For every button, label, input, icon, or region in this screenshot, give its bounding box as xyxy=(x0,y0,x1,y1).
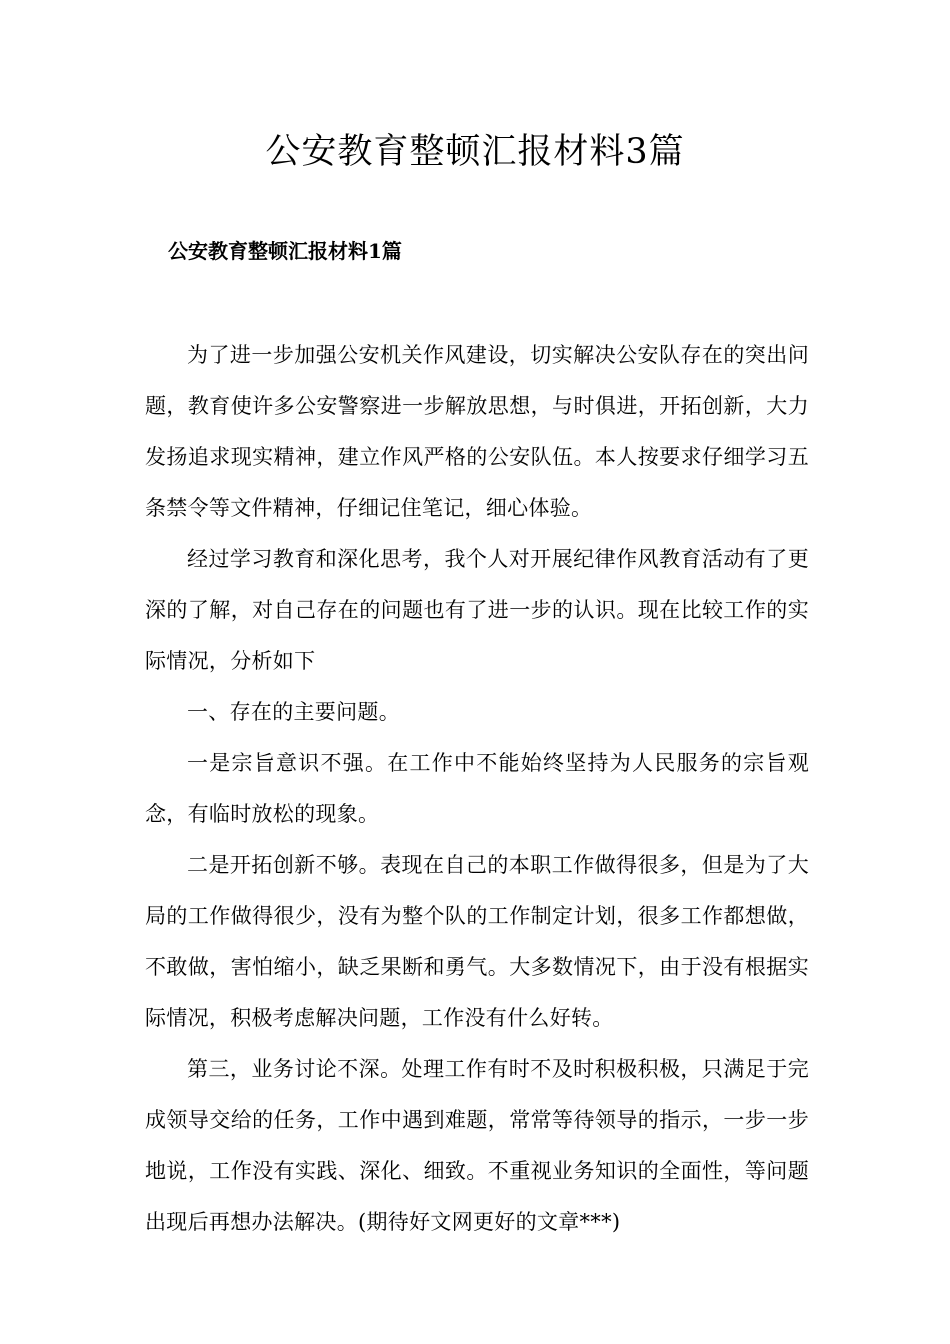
paragraph-problem-three: 第三，业务讨论不深。处理工作有时不及时积极积极，只满足于完成领导交给的任务，工作中遇到难题，常常等待领导的指示，一步一步地说，工作没有实践、深化、细致。不重视业务知识的全面性，等问题出现后再想办法解决。(期待好文网更好的文章***) xyxy=(145,1057,809,1234)
paragraph-problem-two: 二是开拓创新不够。表现在自己的本职工作做得很多，但是为了大局的工作做得很少，没有为整个队的工作制定计划，很多工作都想做，不敢做，害怕缩小，缺乏果断和勇气。大多数情况下，由于没有根据实际情况，积极考虑解决问题，工作没有什么好转。 xyxy=(145,853,809,1030)
paragraph-intro: 为了进一步加强公安机关作风建设，切实解决公安队存在的突出问题，教育使许多公安警察进一步解放思想，与时俱进，开拓创新，大力发扬追求现实精神，建立作风严格的公安队伍。本人按要求仔细学习五条禁令等文件精神，仔细记住笔记，细心体验。 xyxy=(145,343,809,520)
paragraph-problems-heading: 一、存在的主要问题。 xyxy=(187,700,400,724)
section-heading: 公安教育整顿汇报材料1篇 xyxy=(168,239,402,263)
document-body xyxy=(145,330,809,1248)
paragraph-problem-one: 一是宗旨意识不强。在工作中不能始终坚持为人民服务的宗旨观念，有临时放松的现象。 xyxy=(145,751,809,826)
document-title: 公安教育整顿汇报材料3篇 xyxy=(265,132,685,172)
paragraph-analysis: 经过学习教育和深化思考，我个人对开展纪律作风教育活动有了更深的了解，对自己存在的问题也有了进一步的认识。现在比较工作的实际情况，分析如下 xyxy=(145,547,809,673)
